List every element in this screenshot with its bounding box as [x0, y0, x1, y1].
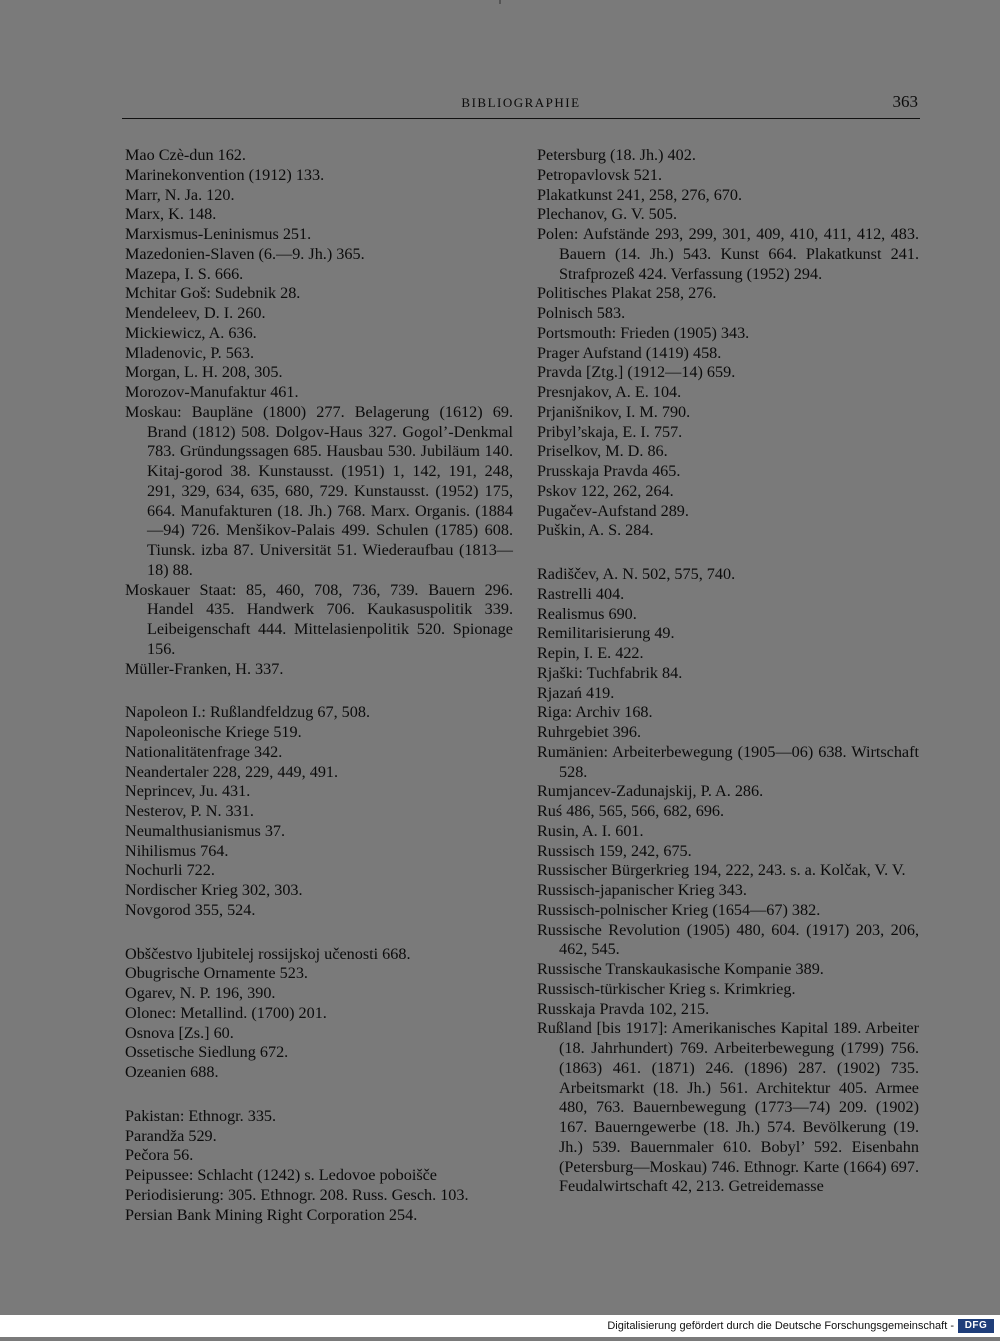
- index-entry: Puškin, A. S. 284.: [537, 521, 654, 540]
- index-entry: Nationalitätenfrage 342.: [125, 742, 283, 761]
- index-entry: Parandža 529.: [125, 1126, 217, 1145]
- index-entry: Plakatkunst 241, 258, 276, 670.: [537, 185, 743, 204]
- section-gap: [125, 921, 513, 945]
- index-entry: Pskov 122, 262, 264.: [537, 481, 674, 500]
- index-entry: Remilitarisierung 49.: [537, 624, 675, 643]
- footer-credit: Digitalisierung gefördert durch die Deutsche Forschungsgemeinschaft -: [607, 1320, 954, 1332]
- index-entry: Mendeleev, D. I. 260.: [125, 304, 266, 322]
- index-entry: Persian Bank Mining Right Corporation 254.: [125, 1205, 418, 1224]
- index-entry: Rumänien: Arbeiterbewegung (1905—06) 638. Wirtschaft 528.: [537, 742, 919, 781]
- index-entry: Prusskaja Pravda 465.: [537, 462, 681, 480]
- index-entry: Rjaški: Tuchfabrik 84.: [537, 663, 683, 682]
- index-entry: Priselkov, M. D. 86.: [537, 442, 668, 461]
- index-entry: Obugrische Ornamente 523.: [125, 964, 308, 983]
- index-entry: Peipussee: Schlacht (1242) s. Ledovoe poboišče: [125, 1166, 437, 1184]
- index-entry: Nihilismus 764.: [125, 841, 229, 860]
- index-entry: Prjanišnikov, I. M. 790.: [537, 402, 691, 421]
- index-entry: Russisch-türkischer Krieg s. Krimkrieg.: [537, 979, 796, 998]
- index-entry: Nochurli 722.: [125, 861, 215, 880]
- index-entry: Presnjakov, A. E. 104.: [537, 383, 682, 401]
- index-entry: Moskauer Staat: 85, 460, 708, 736, 739. Bauern 296. Handel 435. Handwerk 706. Kaukasuspolitik 339. Leibeigenschaft 444. Mittelasienpolitik 520. Spionage 156.: [125, 580, 513, 658]
- index-entry: Russischer Bürgerkrieg 194, 222, 243. s. a. Kolčak, V. V.: [537, 861, 906, 880]
- index-entry: Rußland [bis 1917]: Amerikanisches Kapital 189. Arbeiter (18. Jahrhundert) 769. Arbeiterbewegung (1799) 756. (1863) 461. (1871) 246. (1896) 287. (1902) 735. Arbeitsmarkt (18. Jh.) 561. Architektur 405. Armee 480, 763. Bauernbewegung (1773—74) 209. (1902) 167. Bauerngewerbe (18. Jh.) 574. Bevölkerung (19. Jh.) 539. Bauernmaler 610. Bobyl’ 592. Eisenbahn (Petersburg—Moskau) 746. Ethnogr. Karte (1664) 697. Feudalwirtschaft 42, 213. Getreidemasse: [537, 1019, 919, 1196]
- index-entry: Marxismus-Leninismus 251.: [125, 225, 312, 243]
- index-entry: Mazepa, I. S. 666.: [125, 264, 244, 283]
- index-entry: Portsmouth: Frieden (1905) 343.: [537, 323, 750, 342]
- index-entry: Petropavlovsk 521.: [537, 165, 662, 184]
- index-entry: Rastrelli 404.: [537, 584, 625, 603]
- index-entry: Realismus 690.: [537, 604, 637, 623]
- index-entry: Periodisierung: 305. Ethnogr. 208. Russ. Gesch. 103.: [125, 1185, 469, 1204]
- index-entry: Plechanov, G. V. 505.: [537, 205, 677, 224]
- index-entry: Mazedonien-Slaven (6.—9. Jh.) 365.: [125, 244, 365, 263]
- index-entry: Olonec: Metallind. (1700) 201.: [125, 1003, 327, 1022]
- index-entry: Russisch-japanischer Krieg 343.: [537, 881, 747, 899]
- index-entry: Marinekonvention (1912) 133.: [125, 165, 325, 184]
- index-entry: Mickiewicz, A. 636.: [125, 323, 257, 342]
- index-entry: Ossetische Siedlung 672.: [125, 1043, 289, 1062]
- index-entry: Pribyl’skaja, E. I. 757.: [537, 422, 683, 441]
- index-entry: Prager Aufstand (1419) 458.: [537, 343, 722, 362]
- running-header: [122, 92, 920, 119]
- index-entry: Marr, N. Ja. 120.: [125, 185, 235, 204]
- page-number: 363: [892, 92, 918, 111]
- index-entry: Neprincev, Ju. 431.: [125, 782, 251, 801]
- index-entry: Pečora 56.: [125, 1146, 194, 1165]
- index-entry: Ruś 486, 565, 566, 682, 696.: [537, 802, 725, 820]
- index-entry: Rumjancev-Zadunajskij, P. A. 286.: [537, 782, 764, 801]
- section-gap: [537, 541, 919, 565]
- index-entry: Ozeanien 688.: [125, 1063, 219, 1081]
- index-entry: Rusin, A. I. 601.: [537, 821, 644, 840]
- dfg-logo: DFG: [958, 1319, 994, 1333]
- index-entry: Russisch-polnischer Krieg (1654—67) 382.: [537, 900, 821, 919]
- scan-mark: [499, 0, 501, 4]
- index-entry: Politisches Plakat 258, 276.: [537, 284, 717, 303]
- index-entry: Obščestvo ljubitelej rossijskoj učenosti 668.: [125, 944, 411, 963]
- index-entry: Nordischer Krieg 302, 303.: [125, 881, 303, 899]
- index-entry: Russische Revolution (1905) 480, 604. (1917) 203, 206, 462, 545.: [537, 920, 919, 959]
- index-entry: Morgan, L. H. 208, 305.: [125, 363, 283, 382]
- index-entry: Pakistan: Ethnogr. 335.: [125, 1106, 277, 1125]
- index-entry: Petersburg (18. Jh.) 402.: [537, 146, 696, 164]
- index-entry: Osnova [Zs.] 60.: [125, 1023, 234, 1042]
- footer-bar: [0, 1315, 1000, 1337]
- index-entry: Rjazań 419.: [537, 683, 615, 702]
- index-entry: Mchitar Goš: Sudebnik 28.: [125, 284, 301, 303]
- index-entry: Repin, I. E. 422.: [537, 644, 644, 662]
- index-entry: Moskau: Baupläne (1800) 277. Belagerung (1612) 69. Brand (1812) 508. Dolgov-Haus 327. Gogol’-Denkmal 783. Gründungssagen 685. Hausbau 530. Jubiläum 140. Kitaj-gorod 38. Kunstausst. (1951) 1, 142, 191, 248, 291, 329, 634, 635, 680, 729. Kunstausst. (1952) 175, 664. Manufakturen (18. Jh.) 768. Marx. Organis. (1884—94) 726. Menšikov-Palais 499. Schulen (1785) 608. Tiunsk. izba 87. Universität 51. Wiederaufbau (1813—18) 88.: [125, 402, 513, 579]
- index-entry: Napoleon I.: Rußlandfeldzug 67, 508.: [125, 703, 371, 722]
- index-entry: Neumalthusianismus 37.: [125, 821, 286, 840]
- index-entry: Russische Transkaukasische Kompanie 389.: [537, 960, 824, 978]
- index-entry: Mladenovic, P. 563.: [125, 343, 255, 362]
- index-entry: Nesterov, P. N. 331.: [125, 802, 254, 820]
- index-entry: Ogarev, N. P. 196, 390.: [125, 984, 276, 1002]
- section-gap: [125, 1083, 513, 1107]
- index-entry: Marx, K. 148.: [125, 205, 217, 224]
- index-entry: Polen: Aufstände 293, 299, 301, 409, 410, 411, 412, 483. Bauern (14. Jh.) 543. Kunst 664. Plakatkunst 241. Strafprozeß 424. Verfassung (1952) 294.: [537, 225, 919, 283]
- index-entry: Novgorod 355, 524.: [125, 900, 256, 919]
- section-gap: [125, 679, 513, 703]
- index-entry: Riga: Archiv 168.: [537, 703, 653, 722]
- index-column-left: [125, 146, 513, 1225]
- index-entry: Neandertaler 228, 229, 449, 491.: [125, 762, 339, 781]
- index-entry: Pugačev-Aufstand 289.: [537, 501, 689, 520]
- index-entry: Russkaja Pravda 102, 215.: [537, 999, 710, 1018]
- index-entry: Müller-Franken, H. 337.: [125, 659, 284, 678]
- index-entry: Pravda [Ztg.] (1912—14) 659.: [537, 363, 736, 382]
- running-title: BIBLIOGRAPHIE: [461, 95, 581, 110]
- index-column-right: [537, 146, 919, 1197]
- index-entry: Mao Czè-dun 162.: [125, 146, 246, 164]
- index-entry: Russisch 159, 242, 675.: [537, 841, 692, 860]
- index-entry: Morozov-Manufaktur 461.: [125, 383, 299, 401]
- index-entry: Ruhrgebiet 396.: [537, 723, 642, 741]
- index-entry: Polnisch 583.: [537, 304, 626, 322]
- index-entry: Radiščev, A. N. 502, 575, 740.: [537, 565, 736, 583]
- index-entry: Napoleonische Kriege 519.: [125, 723, 302, 741]
